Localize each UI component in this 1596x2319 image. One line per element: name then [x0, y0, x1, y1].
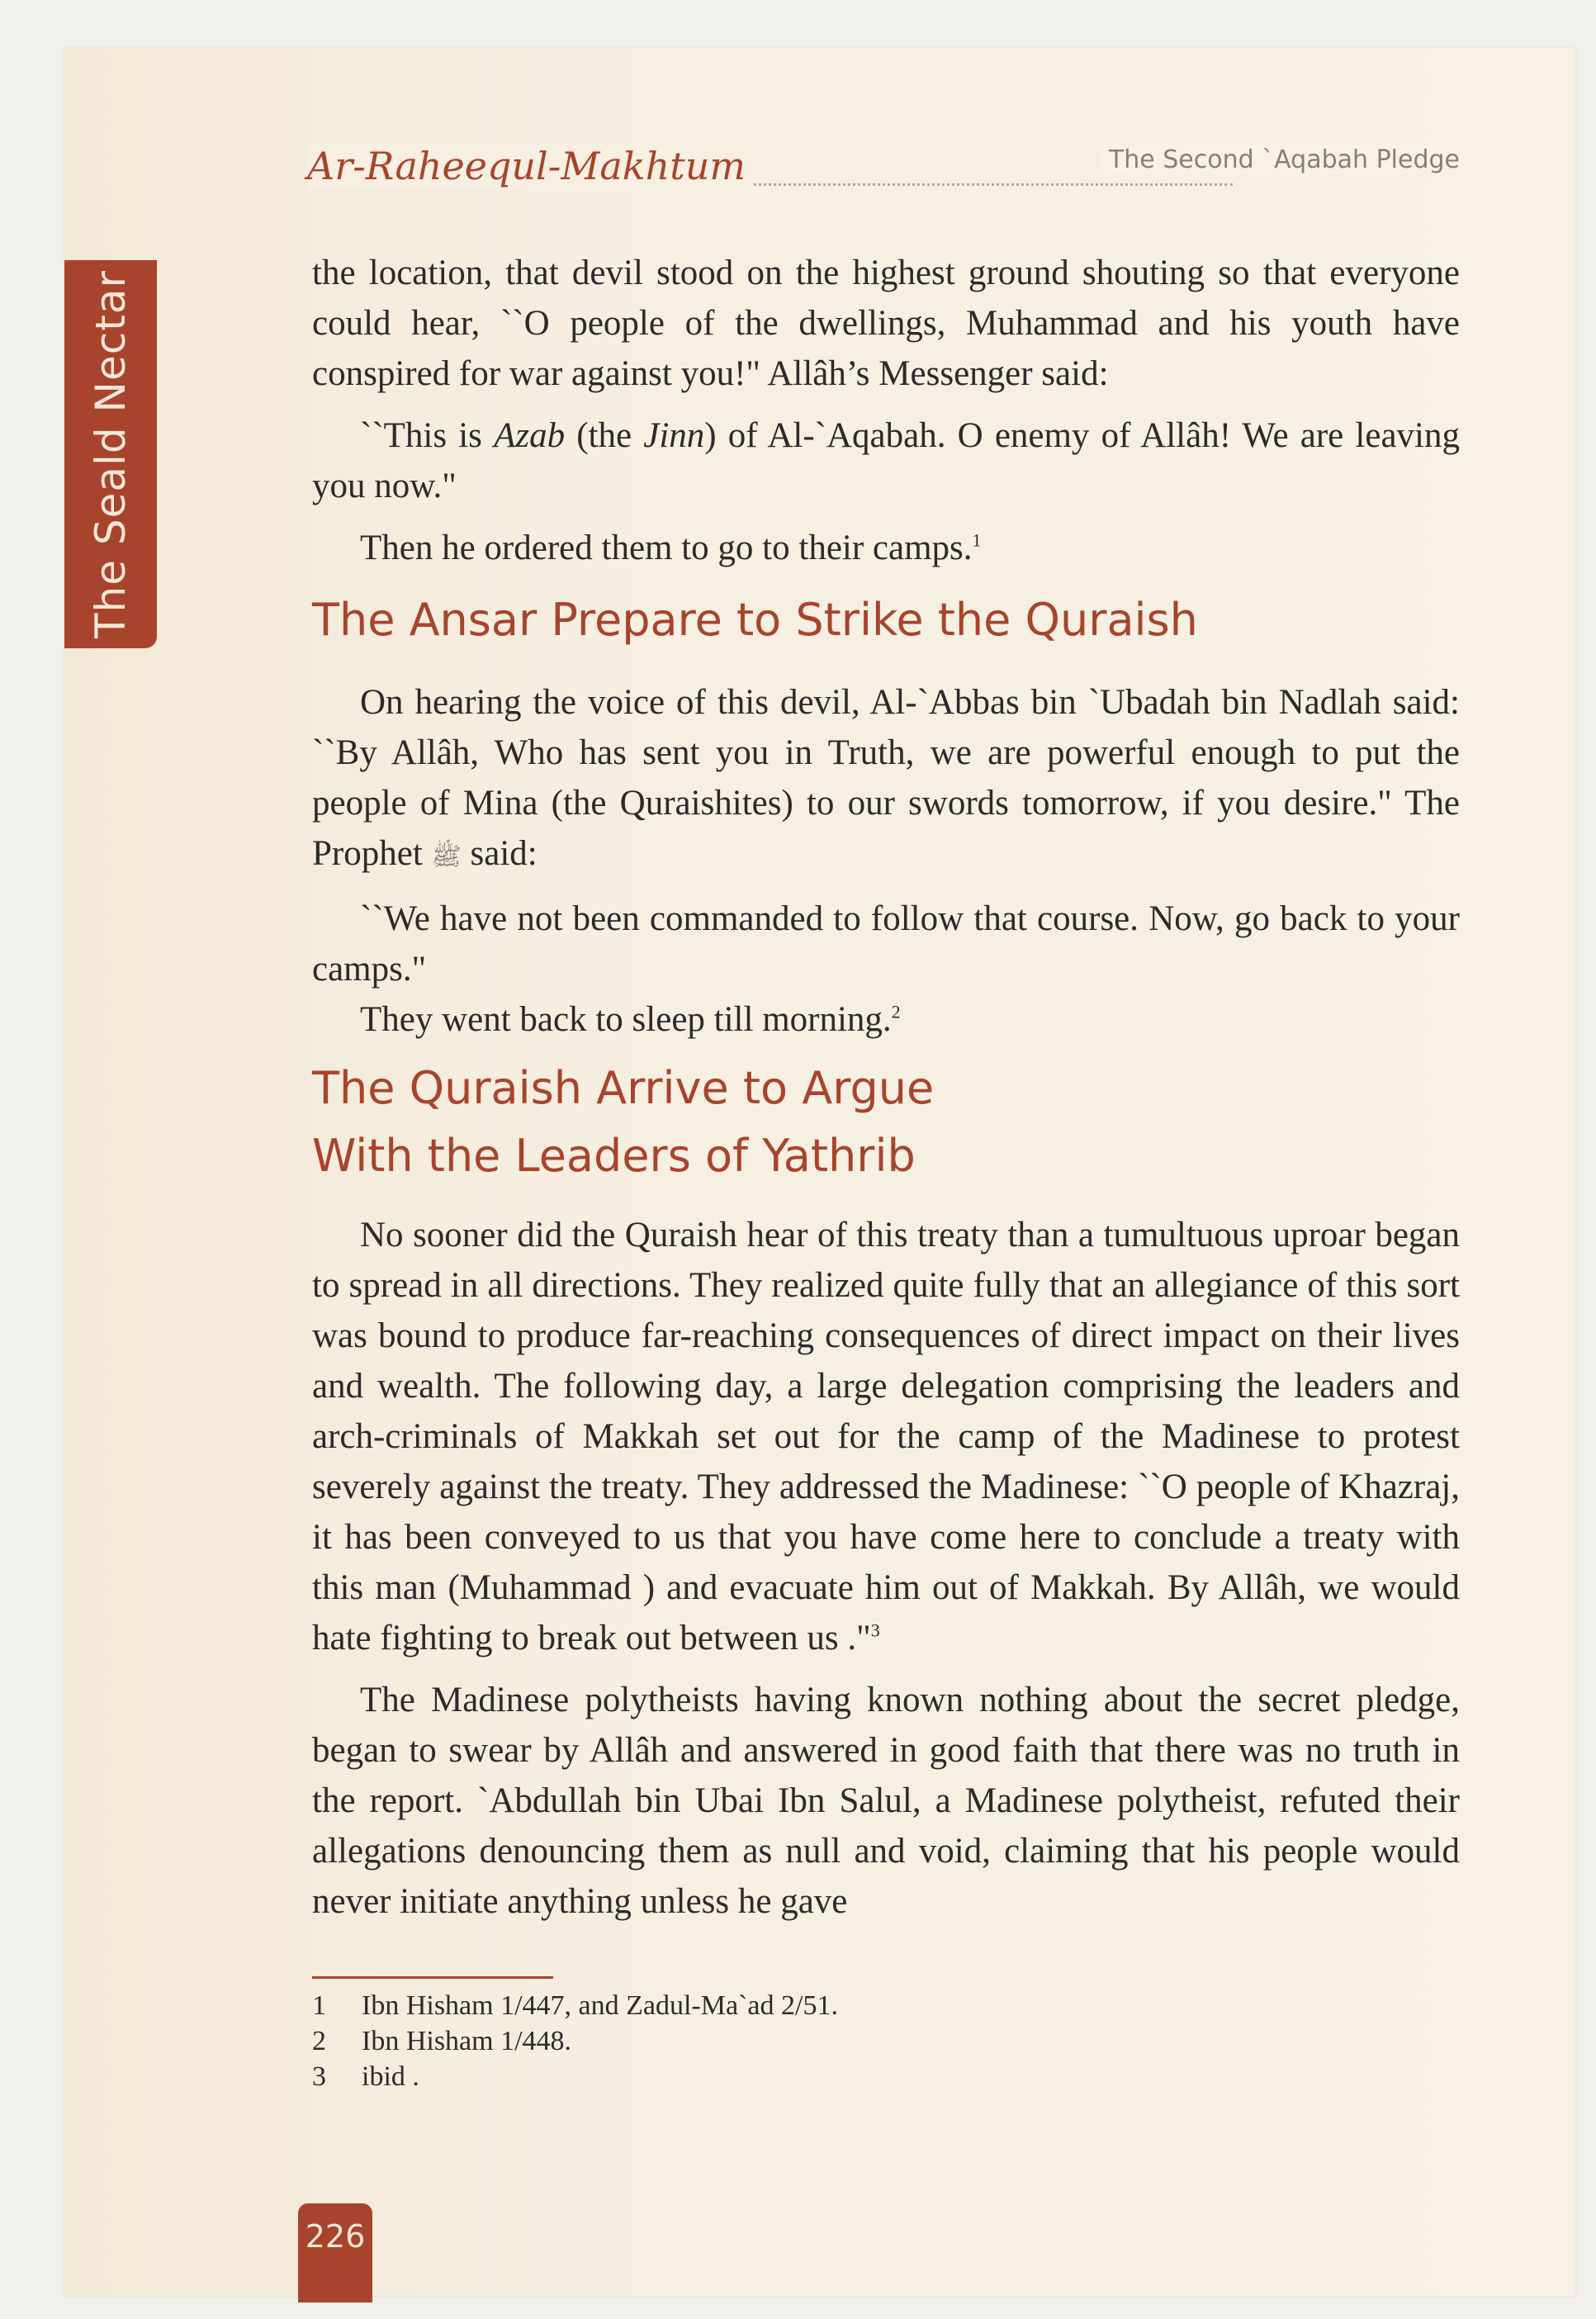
side-tab: [64, 260, 157, 648]
jinn-term: Jinn: [643, 416, 705, 455]
footnote: 3 ibid .: [312, 2061, 419, 2092]
honorific-glyph: ﷺ: [431, 842, 462, 871]
book-title: Ar-Raheequl-Makhtum: [307, 144, 754, 188]
paragraph: No sooner did the Quraish hear of this treaty than a tumultuous uproar began to spread in all directions. They realized quite fully that an allegiance of this sort was bound to produce far-reaching consequences of direct impact on their lives and wealth. The following day, a large delegation comprising the leaders and arch-criminals of Makkah set out for the camp of the Madinese to protest severely against the treaty. They addressed the Madinese: ``O people of Khazraj, it has been conveyed to us that you have come here to conclude a treaty with this man (Muhammad ) and evacuate him out of Makkah. By Allâh, we would hate fighting to break out between us ."$^3$: [312, 1216, 1460, 1657]
footnote-ref[interactable]: 3: [870, 1620, 880, 1641]
section-heading: The Quraish Arrive to Argue With the Leaders of Yathrib: [312, 1062, 935, 1182]
footnote: 2 Ibn Hisham 1/448.: [312, 2026, 572, 2056]
chapter-title: The Second `Aqabah Pledge: [1101, 145, 1460, 174]
footnote-ref[interactable]: 1: [972, 529, 982, 551]
quote-paragraph: ``This is Azab (the Jinn) of Al-`Aqabah. O enemy of Allâh! We are leaving you now.": [312, 416, 1460, 505]
footnote-ref[interactable]: 2: [891, 1001, 901, 1022]
paragraph: the location, that devil stood on the highest ground shouting so that everyone could hear, ``O people of the dwellings, Muhammad and his youth have conspired for war against you!" Allâh’s Messenger said:: [312, 254, 1460, 393]
azab-term: Azab: [494, 416, 566, 455]
paragraph: On hearing the voice of this devil, Al-`Abbas bin `Ubadah bin Nadlah said: ``By Allâh, Who has sent you in Truth, we are powerful enough to put the people of Mina (the Quraishites) to our swords tomorrow, if you desire." The Prophet ﷺ said:: [312, 683, 1460, 873]
paragraph: They went back to sleep till morning.$^2$: [360, 1000, 901, 1039]
page-number-tab: [298, 2203, 372, 2302]
paragraph: Then he ordered them to go to their camps.$^1$: [360, 529, 982, 567]
footnote-rule: [312, 1976, 553, 1979]
page-number: 226: [305, 2218, 366, 2255]
section-heading: The Ansar Prepare to Strike the Quraish: [312, 594, 1198, 646]
side-tab-label: The Seald Nectar: [87, 269, 135, 639]
footnotes: [312, 1988, 1460, 2094]
quote-paragraph: ``We have not been commanded to follow that course. Now, go back to your camps.": [312, 899, 1460, 989]
body-text: [312, 248, 1460, 1927]
running-header: [307, 132, 1460, 198]
header-dotted-rule: [679, 183, 1233, 186]
paragraph: The Madinese polytheists having known nothing about the secret pledge, began to swear by Allâh and answered in good faith that there was no truth in the report. `Abdullah bin Ubai Ibn Salul, a Madinese polytheist, refuted their allegations denouncing them as null and void, claiming that his people would never initiate anything unless he gave: [312, 1681, 1460, 1921]
footnote: 1 Ibn Hisham 1/447, and Zadul-Ma`ad 2/51.: [312, 1990, 838, 2021]
